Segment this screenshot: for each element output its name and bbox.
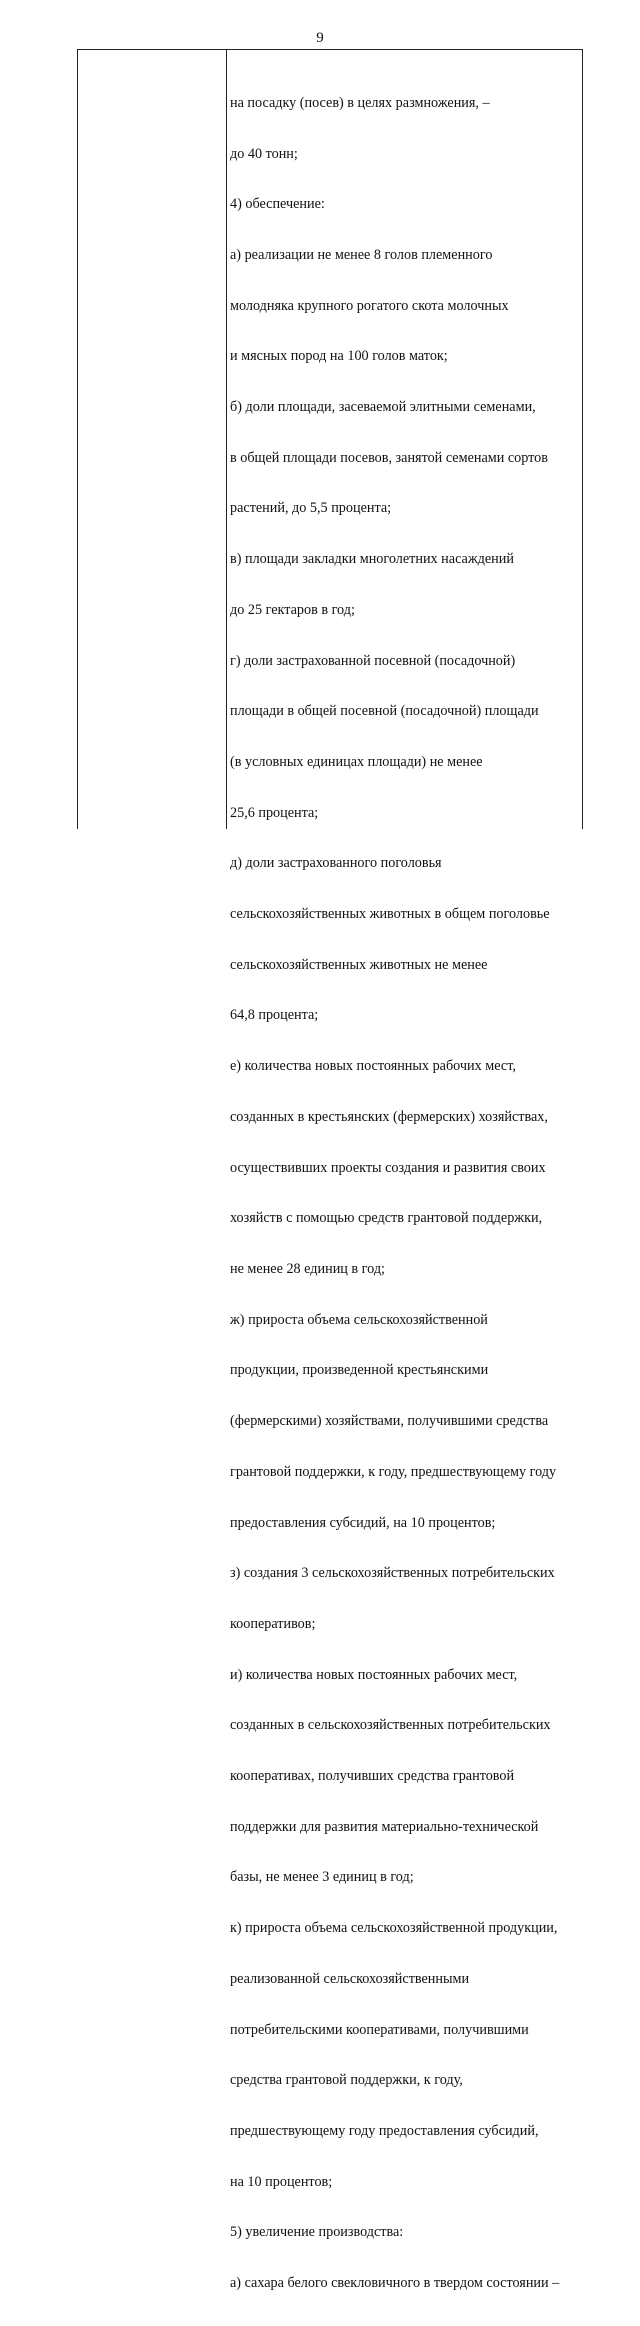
text-line: (в условных единицах площади) не менее: [230, 753, 483, 770]
text-line: 64,8 процента;: [230, 1007, 319, 1024]
text-line: растений, до 5,5 процента;: [230, 500, 392, 517]
text-line: созданных в крестьянских (фермерских) хозяйствах,: [230, 1108, 548, 1125]
text-line: не менее 28 единиц в год;: [230, 1260, 385, 1277]
text-line: сельскохозяйственных животных в общем поголовье: [230, 906, 550, 923]
text-line: в общей площади посевов, занятой семенами сортов: [230, 449, 548, 466]
text-line: а) сахара белого свекловичного в твердом состоянии –: [230, 2275, 560, 2292]
text-line: и) количества новых постоянных рабочих мест,: [230, 1666, 518, 1683]
text-line: к) прироста объема сельскохозяйственной продукции,: [230, 1920, 558, 1937]
table-right-cell: [230, 61, 582, 2326]
text-line: созданных в сельскохозяйственных потребительских: [230, 1717, 551, 1734]
text-line: до 25 гектаров в год;: [230, 601, 355, 618]
text-line: а) реализации не менее 8 голов племенного: [230, 246, 493, 263]
text-line: на 10 процентов;: [230, 2173, 333, 2190]
text-line: (фермерскими) хозяйствами, получившими средства: [230, 1413, 549, 1430]
text-line: предшествующему году предоставления субсидий,: [230, 2122, 539, 2139]
text-line: осуществивших проекты создания и развития своих: [230, 1159, 546, 1176]
text-line: 25,6 процента;: [230, 804, 319, 821]
page-number: 9: [316, 30, 324, 46]
document-table: [77, 49, 583, 2292]
text-line: 5) увеличение производства:: [230, 2224, 404, 2241]
text-line: ж) прироста объема сельскохозяйственной: [230, 1311, 488, 1328]
text-line: на посадку (посев) в целях размножения, –: [230, 94, 490, 111]
text-line: и мясных пород на 100 голов маток;: [230, 348, 448, 365]
text-line: молодняка крупного рогатого скота молочных: [230, 297, 509, 314]
text-line: поддержки для развития материально-технической: [230, 1818, 539, 1835]
text-line: кооперативах, получивших средства грантовой: [230, 1768, 515, 1785]
text-line: до 40 тонн;: [230, 145, 298, 162]
text-line: предоставления субсидий, на 10 процентов;: [230, 1514, 496, 1531]
text-line: б) доли площади, засеваемой элитными семенами,: [230, 399, 536, 416]
text-line: продукции, произведенной крестьянскими: [230, 1362, 489, 1379]
text-line: сельскохозяйственных животных не менее: [230, 956, 488, 973]
text-line: кооперативов;: [230, 1615, 316, 1632]
text-line: д) доли застрахованного поголовья: [230, 855, 442, 872]
text-line: реализованной сельскохозяйственными: [230, 1970, 470, 1987]
column-divider: [226, 50, 227, 829]
text-line: г) доли застрахованной посевной (посадочной): [230, 652, 516, 669]
text-line: е) количества новых постоянных рабочих мест,: [230, 1058, 516, 1075]
text-line: хозяйств с помощью средств грантовой поддержки,: [230, 1210, 543, 1227]
text-line: 4) обеспечение:: [230, 196, 325, 213]
text-line: площади в общей посевной (посадочной) площади: [230, 703, 539, 720]
text-line: грантовой поддержки, к году, предшествующему году: [230, 1463, 557, 1480]
text-line: з) создания 3 сельскохозяйственных потребительских: [230, 1565, 555, 1582]
text-line: базы, не менее 3 единиц в год;: [230, 1869, 414, 1886]
text-line: в) площади закладки многолетних насаждений: [230, 551, 514, 568]
text-line: средства грантовой поддержки, к году,: [230, 2072, 463, 2089]
text-line: потребительскими кооперативами, получившими: [230, 2021, 529, 2038]
